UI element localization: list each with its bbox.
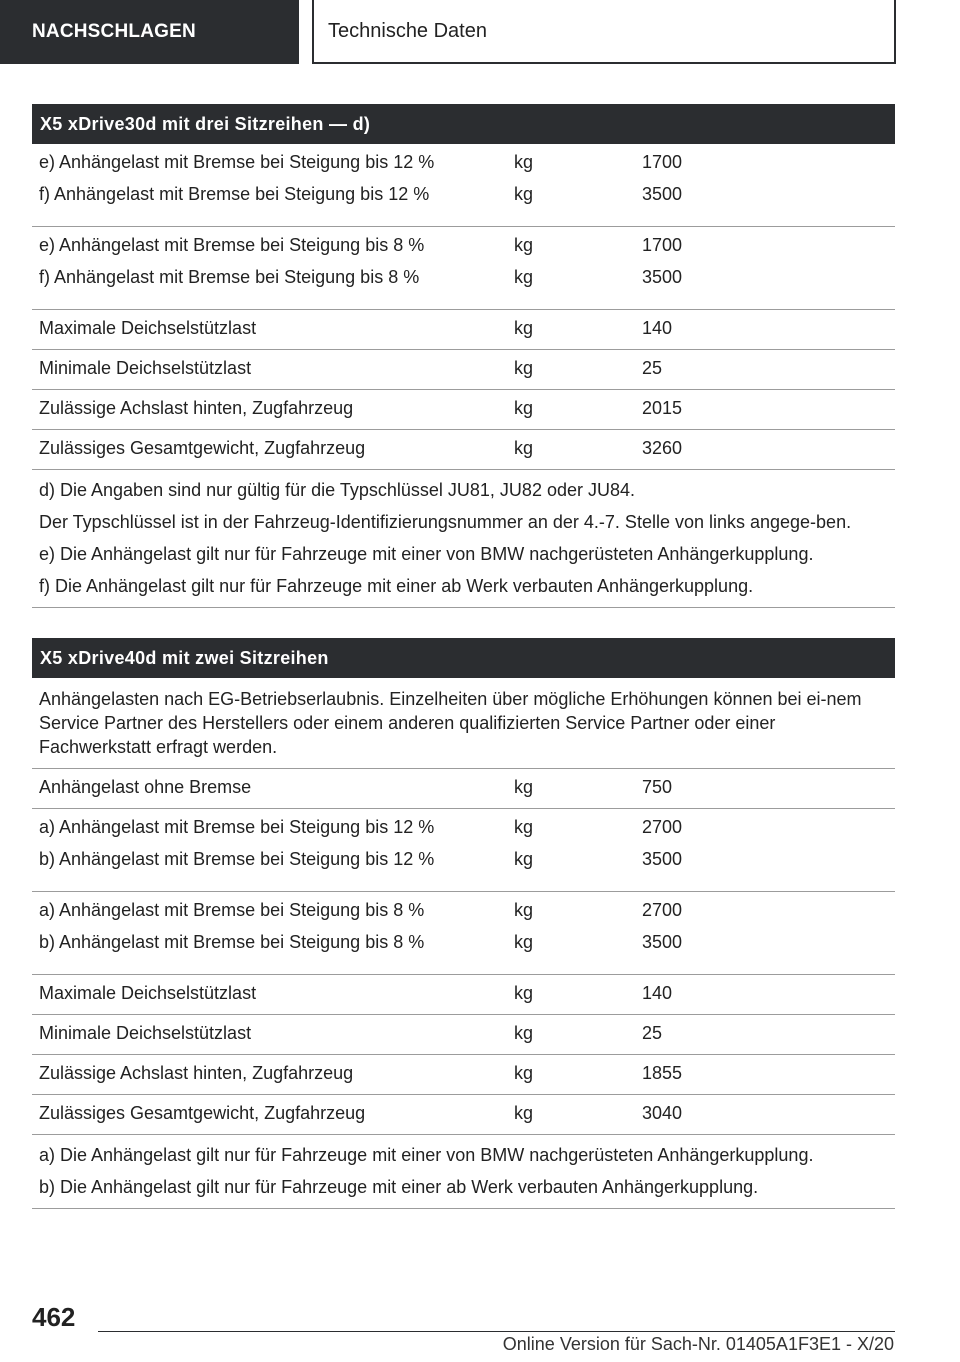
table-row xyxy=(32,350,895,390)
footnote: d) Die Angaben sind nur gültig für die Typschlüssel JU81, JU82 oder JU84. xyxy=(39,480,636,500)
row-value: 3500 xyxy=(642,849,683,869)
row-value: 2015 xyxy=(642,398,683,418)
row-value: 750 xyxy=(642,777,673,797)
row-value: 3500 xyxy=(642,932,683,952)
row-label: Zulässiges Gesamtgewicht, Zugfahrzeug xyxy=(39,438,366,458)
row-label: Minimale Deichselstützlast xyxy=(39,358,252,378)
table-row xyxy=(32,144,895,227)
row-unit: kg xyxy=(514,1103,534,1123)
table-row xyxy=(32,1095,895,1135)
row-value: 140 xyxy=(642,983,673,1003)
chapter-label: Technische Daten xyxy=(312,0,896,64)
table-row xyxy=(32,390,895,430)
row-unit: kg xyxy=(514,932,534,952)
spec-table-xdrive40d xyxy=(32,638,895,1209)
row-unit: kg xyxy=(514,184,534,204)
table-row xyxy=(32,892,895,975)
table-intro: Anhängelasten nach EG-Betriebserlaubnis. Einzelheiten über mögliche Erhöhungen können bei ei-nem Service Partner des Herstellers oder einem anderen qualifizierten Service Partner oder einer Fachwerkstatt erfragt werden. xyxy=(32,678,895,769)
table-title: X5 xDrive30d mit drei Sitzreihen — d) xyxy=(32,104,895,144)
row-unit: kg xyxy=(514,1023,534,1043)
row-label: f) Anhängelast mit Bremse bei Steigung bis 12 % xyxy=(39,184,430,204)
row-value: 3040 xyxy=(642,1103,683,1123)
section-label: NACHSCHLAGEN xyxy=(0,0,299,64)
row-label: b) Anhängelast mit Bremse bei Steigung bis 12 % xyxy=(39,849,435,869)
row-label: e) Anhängelast mit Bremse bei Steigung bis 8 % xyxy=(39,235,425,255)
footer-divider xyxy=(98,1331,895,1332)
row-value: 1700 xyxy=(642,152,683,172)
table-row xyxy=(32,809,895,892)
row-value: 3260 xyxy=(642,438,683,458)
table-footnotes xyxy=(32,1135,895,1209)
footer-version-text: Online Version für Sach-Nr. 01405A1F3E1 - X/20 xyxy=(502,1334,894,1354)
page-header xyxy=(0,0,960,66)
row-unit: kg xyxy=(514,358,534,378)
row-unit: kg xyxy=(514,1063,534,1083)
row-unit: kg xyxy=(514,438,534,458)
row-unit: kg xyxy=(514,983,534,1003)
row-label: b) Anhängelast mit Bremse bei Steigung bis 8 % xyxy=(39,932,425,952)
row-unit: kg xyxy=(514,777,534,797)
footnote: Der Typschlüssel ist in der Fahrzeug-Identifizierungsnummer an der 4.-7. Stelle von links angege-ben. xyxy=(39,512,852,532)
row-label: Maximale Deichselstützlast xyxy=(39,318,257,338)
footnote: a) Die Anhängelast gilt nur für Fahrzeuge mit einer von BMW nachgerüsteten Anhängerkupplung. xyxy=(39,1145,814,1165)
row-unit: kg xyxy=(514,152,534,172)
table-title: X5 xDrive40d mit zwei Sitzreihen xyxy=(32,638,895,678)
table-row xyxy=(32,430,895,470)
row-value: 25 xyxy=(642,358,663,378)
row-value: 1700 xyxy=(642,235,683,255)
row-label: Anhängelast ohne Bremse xyxy=(39,777,252,797)
row-value: 3500 xyxy=(642,267,683,287)
table-row xyxy=(32,1055,895,1095)
row-value: 25 xyxy=(642,1023,663,1043)
row-value: 2700 xyxy=(642,900,683,920)
table-row xyxy=(32,975,895,1015)
row-value: 2700 xyxy=(642,817,683,837)
page-number: 462 xyxy=(32,1302,76,1332)
footnote: f) Die Anhängelast gilt nur für Fahrzeuge mit einer ab Werk verbauten Anhängerkupplung. xyxy=(39,576,754,596)
table-row xyxy=(32,310,895,350)
page-content xyxy=(32,104,895,1209)
footnote: b) Die Anhängelast gilt nur für Fahrzeuge mit einer ab Werk verbauten Anhängerkupplung. xyxy=(39,1177,759,1197)
row-label: a) Anhängelast mit Bremse bei Steigung bis 12 % xyxy=(39,817,435,837)
row-unit: kg xyxy=(514,398,534,418)
row-value: 140 xyxy=(642,318,673,338)
row-label: Zulässige Achslast hinten, Zugfahrzeug xyxy=(39,1063,354,1083)
row-label: Minimale Deichselstützlast xyxy=(39,1023,252,1043)
row-label: Zulässiges Gesamtgewicht, Zugfahrzeug xyxy=(39,1103,366,1123)
table-footnotes xyxy=(32,470,895,608)
table-row xyxy=(32,769,895,809)
spec-table-xdrive30d xyxy=(32,104,895,608)
footnote: e) Die Anhängelast gilt nur für Fahrzeuge mit einer von BMW nachgerüsteten Anhängerkupplung. xyxy=(39,544,814,564)
table-row xyxy=(32,227,895,310)
row-unit: kg xyxy=(514,817,534,837)
row-unit: kg xyxy=(514,267,534,287)
row-unit: kg xyxy=(514,900,534,920)
row-value: 3500 xyxy=(642,184,683,204)
row-value: 1855 xyxy=(642,1063,683,1083)
row-unit: kg xyxy=(514,318,534,338)
row-unit: kg xyxy=(514,235,534,255)
row-unit: kg xyxy=(514,849,534,869)
table-row xyxy=(32,1015,895,1055)
row-label: Zulässige Achslast hinten, Zugfahrzeug xyxy=(39,398,354,418)
row-label: f) Anhängelast mit Bremse bei Steigung bis 8 % xyxy=(39,267,420,287)
row-label: e) Anhängelast mit Bremse bei Steigung bis 12 % xyxy=(39,152,435,172)
row-label: Maximale Deichselstützlast xyxy=(39,983,257,1003)
row-label: a) Anhängelast mit Bremse bei Steigung bis 8 % xyxy=(39,900,425,920)
